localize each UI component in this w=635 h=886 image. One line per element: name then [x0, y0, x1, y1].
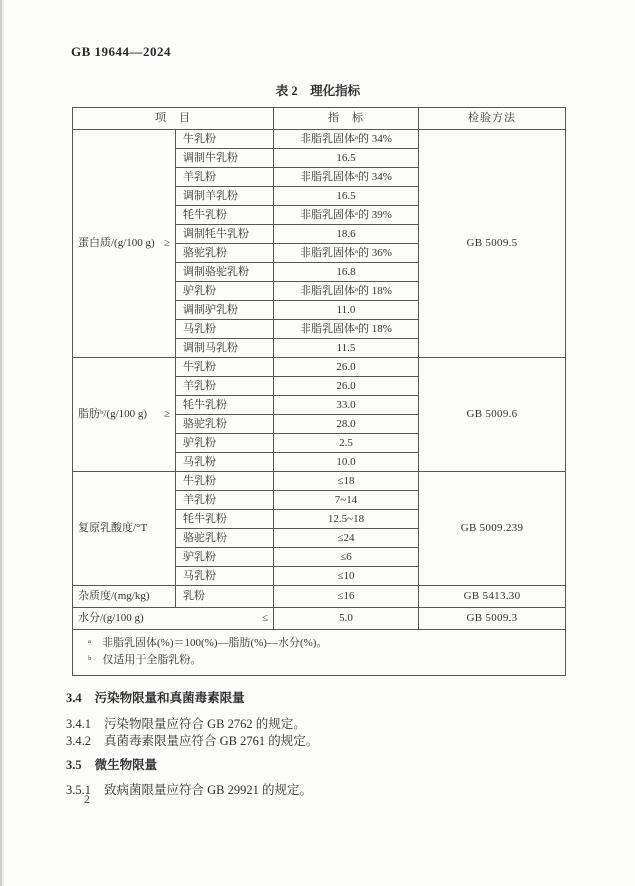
- footnote-a: ᵃ 非脂乳固体(%)＝100(%)—脂肪(%)—水分(%)。: [88, 637, 328, 649]
- value-cell: 11.5: [274, 339, 419, 358]
- subitem-cell: 驴乳粉: [176, 282, 274, 301]
- value-cell: 16.5: [274, 187, 419, 206]
- header-indicator: 指 标: [274, 108, 419, 130]
- value-cell: 非脂乳固体ᵃ的 34%: [274, 130, 419, 149]
- value-cell: 18.6: [274, 225, 419, 244]
- clause-number: 3.4.2: [66, 734, 91, 748]
- subitem-cell: 驴乳粉: [176, 548, 274, 567]
- clause-3-5-1: [66, 780, 312, 798]
- table-header-row: [73, 108, 566, 130]
- clause-text: 真菌毒素限量应符合 GB 2761 的规定。: [104, 734, 319, 748]
- subitem-cell: 骆驼乳粉: [176, 244, 274, 263]
- moisture-label-text: 水分/(g/100 g): [78, 612, 144, 625]
- value-cell: ≤16: [274, 586, 419, 608]
- subitem-cell: 牦牛乳粉: [176, 510, 274, 529]
- value-cell: 7~14: [274, 491, 419, 510]
- section-label-text: 脂肪ᵇ/(g/100 g): [78, 408, 148, 421]
- impurity-label: 杂质度/(mg/kg): [73, 586, 176, 608]
- phys-chem-table-wrap: [72, 107, 565, 676]
- subitem-cell: 调制羊乳粉: [176, 187, 274, 206]
- method-cell: GB 5009.5: [419, 130, 566, 358]
- value-cell: 26.0: [274, 358, 419, 377]
- value-cell: ≤10: [274, 567, 419, 586]
- subitem-cell: 羊乳粉: [176, 377, 274, 396]
- method-cell: GB 5413.30: [419, 586, 566, 608]
- clause-3-5-heading: [66, 755, 157, 773]
- footnote-b: ᵇ 仅适用于全脂乳粉。: [88, 654, 202, 666]
- value-cell: 12.5~18: [274, 510, 419, 529]
- document-code: GB 19644—2024: [71, 44, 172, 59]
- clause-3-4-2: [66, 731, 318, 749]
- footnote-cell: [73, 630, 566, 676]
- table-row: [73, 586, 566, 608]
- subitem-cell: 调制牛乳粉: [176, 149, 274, 168]
- value-cell: 26.0: [274, 377, 419, 396]
- scan-left-edge-inner: [2, 0, 4, 886]
- section-label-acidity: [73, 472, 176, 586]
- value-cell: 11.0: [274, 301, 419, 320]
- subitem-cell: 牛乳粉: [176, 130, 274, 149]
- table-row: [73, 358, 566, 377]
- relation-symbol: ≤: [261, 612, 268, 625]
- clause-number: 3.5: [66, 758, 82, 772]
- subitem-cell: 羊乳粉: [176, 491, 274, 510]
- value-cell: ≤24: [274, 529, 419, 548]
- clause-3-4-1: [66, 714, 306, 732]
- subitem-cell: 骆驼乳粉: [176, 415, 274, 434]
- table-title: 表 2 理化指标: [275, 84, 361, 98]
- phys-chem-table: [72, 107, 566, 676]
- subitem-cell: 调制马乳粉: [176, 339, 274, 358]
- subitem-cell: 马乳粉: [176, 453, 274, 472]
- subitem-cell: 调制牦牛乳粉: [176, 225, 274, 244]
- clause-number: 3.4: [66, 691, 82, 705]
- value-cell: 16.5: [274, 149, 419, 168]
- section-label-text: 复原乳酸度/°T: [78, 522, 148, 535]
- subitem-cell: 驴乳粉: [176, 434, 274, 453]
- value-cell: 33.0: [274, 396, 419, 415]
- section-label-text: 蛋白质/(g/100 g): [78, 237, 155, 250]
- relation-symbol: ≥: [163, 237, 170, 250]
- subitem-cell: 羊乳粉: [176, 168, 274, 187]
- clause-number: 3.5.1: [66, 783, 91, 797]
- table-footnote-row: [73, 630, 566, 676]
- value-cell: 非脂乳固体ᵃ的 36%: [274, 244, 419, 263]
- clause-text: 微生物限量: [94, 758, 158, 772]
- page-number: 2: [84, 794, 90, 806]
- value-cell: 非脂乳固体ᵃ的 34%: [274, 168, 419, 187]
- value-cell: 28.0: [274, 415, 419, 434]
- subitem-cell: 马乳粉: [176, 567, 274, 586]
- subitem-cell: 调制驴乳粉: [176, 301, 274, 320]
- subitem-cell: 牦牛乳粉: [176, 206, 274, 225]
- subitem-cell: 骆驼乳粉: [176, 529, 274, 548]
- clause-3-4-heading: [66, 688, 245, 706]
- header-item: 项 目: [73, 108, 274, 130]
- value-cell: 非脂乳固体ᵃ的 39%: [274, 206, 419, 225]
- subitem-cell: 牦牛乳粉: [176, 396, 274, 415]
- method-cell: GB 5009.3: [419, 608, 566, 630]
- clause-text: 污染物限量应符合 GB 2762 的规定。: [104, 717, 306, 731]
- subitem-cell: 乳粉: [176, 586, 274, 608]
- moisture-label-cell: [73, 608, 274, 630]
- header-method: 检验方法: [419, 108, 566, 130]
- table-row: [73, 472, 566, 491]
- value-cell: 2.5: [274, 434, 419, 453]
- value-cell: 非脂乳固体ᵃ的 18%: [274, 320, 419, 339]
- clause-text: 污染物限量和真菌毒素限量: [94, 691, 245, 705]
- method-cell: GB 5009.6: [419, 358, 566, 472]
- value-cell: ≤6: [274, 548, 419, 567]
- subitem-cell: 牛乳粉: [176, 472, 274, 491]
- value-cell: ≤18: [274, 472, 419, 491]
- table-row: [73, 608, 566, 630]
- value-cell: 16.8: [274, 263, 419, 282]
- value-cell: 10.0: [274, 453, 419, 472]
- clause-text: 致病菌限量应符合 GB 29921 的规定。: [104, 783, 312, 797]
- subitem-cell: 马乳粉: [176, 320, 274, 339]
- table-row: [73, 130, 566, 149]
- subitem-cell: 牛乳粉: [176, 358, 274, 377]
- method-cell: GB 5009.239: [419, 472, 566, 586]
- value-cell: 5.0: [274, 608, 419, 630]
- section-label-fat: [73, 358, 176, 472]
- subitem-cell: 调制骆驼乳粉: [176, 263, 274, 282]
- relation-symbol: ≥: [163, 408, 170, 421]
- section-label-protein: [73, 130, 176, 358]
- value-cell: 非脂乳固体ᵃ的 18%: [274, 282, 419, 301]
- clause-number: 3.4.1: [66, 717, 91, 731]
